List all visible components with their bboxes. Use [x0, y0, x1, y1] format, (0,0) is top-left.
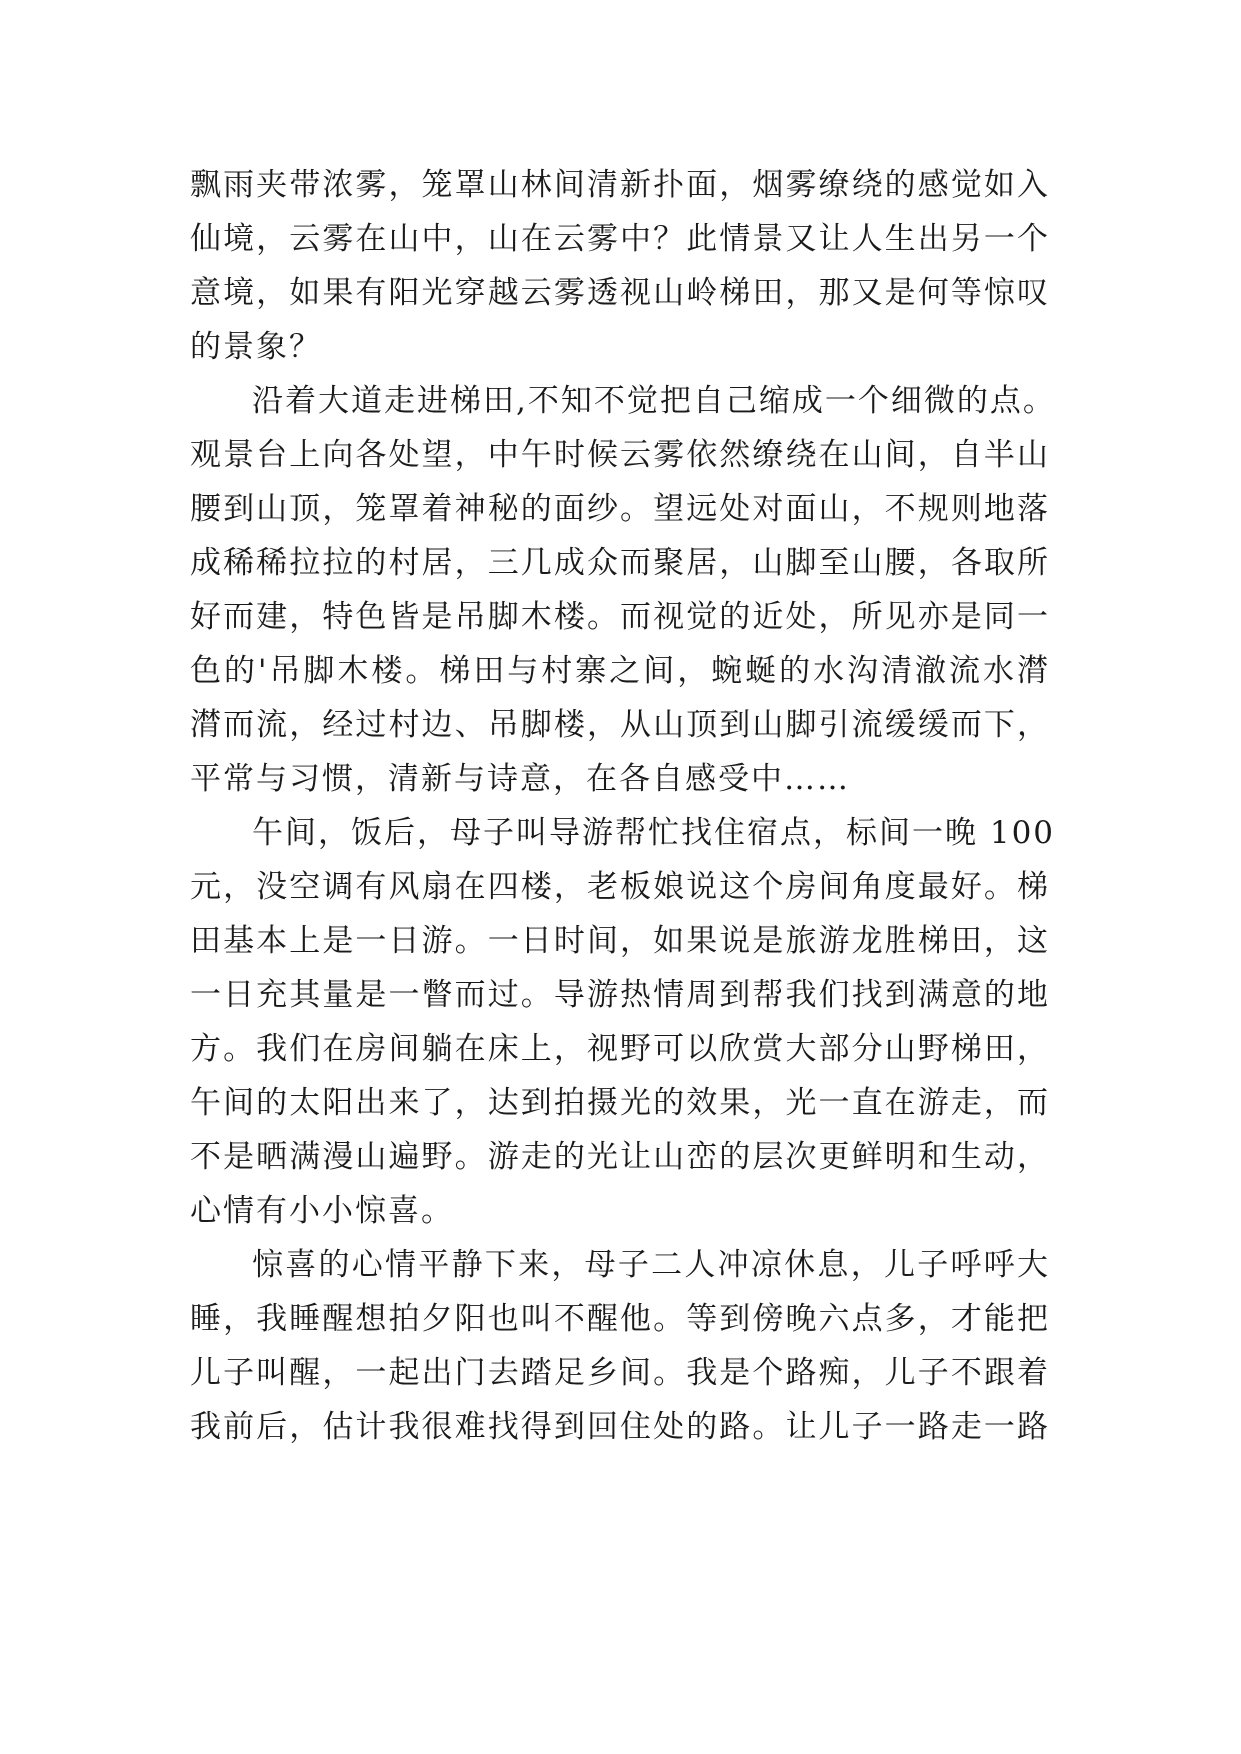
text-line: 惊喜的心情平静下来，母子二人冲凉休息，儿子呼呼大	[252, 1247, 1050, 1283]
text-line: 仙境，云雾在山中，山在云雾中？此情景又让人生出另一个	[190, 221, 1050, 257]
text-line: 田基本上是一日游。一日时间，如果说是旅游龙胜梯田，这	[190, 923, 1050, 959]
text-line: 意境，如果有阳光穿越云雾透视山岭梯田，那又是何等惊叹	[190, 275, 1050, 311]
paragraph-2	[190, 374, 1056, 806]
text-line: 平常与习惯，清新与诗意，在各自感受中……	[190, 761, 850, 797]
text-line: 午间，饭后，母子叫导游帮忙找住宿点，标间一晚 100	[252, 815, 1056, 851]
text-line: 飘雨夹带浓雾，笼罩山林间清新扑面，烟雾缭绕的感觉如入	[190, 167, 1050, 203]
article-body	[190, 158, 1056, 1454]
text-line: 我前后，估计我很难找得到回住处的路。让儿子一路走一路	[190, 1409, 1050, 1445]
text-line: 午间的太阳出来了，达到拍摄光的效果，光一直在游走，而	[190, 1085, 1050, 1121]
text-line: 潸而流，经过村边、吊脚楼，从山顶到山脚引流缓缓而下，	[190, 707, 1050, 743]
text-line: 色的'吊脚木楼。梯田与村寨之间，蜿蜒的水沟清澈流水潸	[190, 653, 1050, 689]
text-line: 元，没空调有风扇在四楼，老板娘说这个房间角度最好。梯	[190, 869, 1050, 905]
text-line: 不是晒满漫山遍野。游走的光让山峦的层次更鲜明和生动，	[190, 1139, 1050, 1175]
text-line: 的景象？	[190, 329, 322, 365]
paragraph-1	[190, 158, 1050, 374]
text-line: 心情有小小惊喜。	[190, 1193, 454, 1229]
paragraph-4	[190, 1238, 1050, 1454]
text-line: 睡，我睡醒想拍夕阳也叫不醒他。等到傍晚六点多，才能把	[190, 1301, 1050, 1337]
paragraph-3	[190, 806, 1056, 1238]
text-line: 腰到山顶，笼罩着神秘的面纱。望远处对面山，不规则地落	[190, 491, 1050, 527]
text-line: 观景台上向各处望，中午时候云雾依然缭绕在山间，自半山	[190, 437, 1050, 473]
text-line: 沿着大道走进梯田,不知不觉把自己缩成一个细微的点。	[252, 383, 1056, 419]
text-line: 方。我们在房间躺在床上，视野可以欣赏大部分山野梯田，	[190, 1031, 1050, 1067]
text-line: 成稀稀拉拉的村居，三几成众而聚居，山脚至山腰，各取所	[190, 545, 1050, 581]
text-line: 好而建，特色皆是吊脚木楼。而视觉的近处，所见亦是同一	[190, 599, 1050, 635]
text-line: 儿子叫醒，一起出门去踏足乡间。我是个路痴，儿子不跟着	[190, 1355, 1050, 1391]
text-line: 一日充其量是一瞥而过。导游热情周到帮我们找到满意的地	[190, 977, 1050, 1013]
